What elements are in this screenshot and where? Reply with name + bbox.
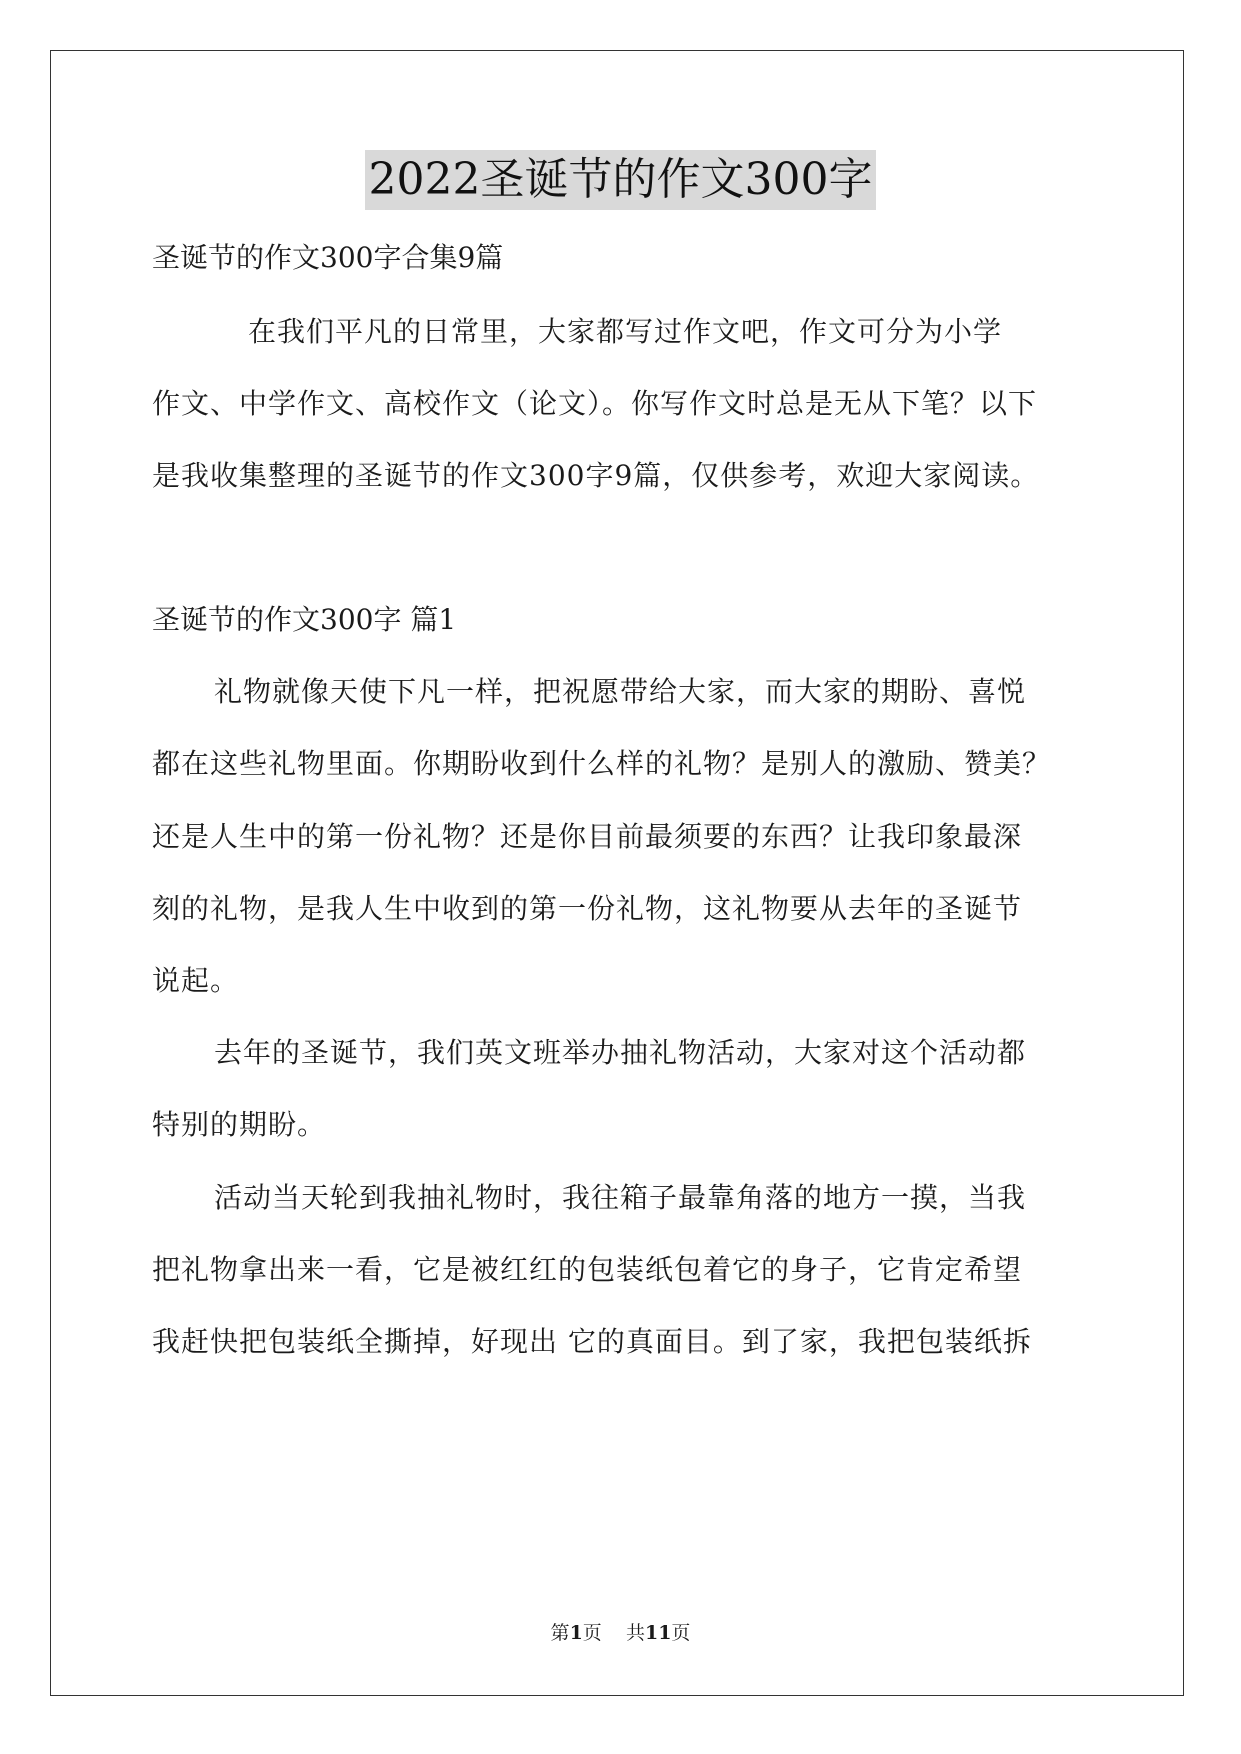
body-line: 还是人生中的第一份礼物？还是你目前最须要的东西？让我印象最深 xyxy=(152,820,1023,853)
body-line: 活动当天轮到我抽礼物时，我往箱子最靠角落的地方一摸，当我 xyxy=(214,1181,1027,1214)
total-page-number: 11 xyxy=(644,1622,672,1644)
section-heading: 圣诞节的作文300字 篇1 xyxy=(152,603,457,636)
footer-suffix: 页 xyxy=(671,1622,691,1644)
title-container xyxy=(0,150,1241,210)
footer-mid: 页 共 xyxy=(582,1622,645,1644)
current-page-number: 1 xyxy=(569,1622,583,1644)
document-subtitle: 圣诞节的作文300字合集9篇 xyxy=(152,241,504,274)
body-line: 特别的期盼。 xyxy=(152,1108,327,1141)
body-line: 都在这些礼物里面。你期盼收到什么样的礼物？是别人的激励、赞美？ xyxy=(152,747,1052,780)
page-border xyxy=(50,50,1184,1696)
footer-prefix: 第 xyxy=(550,1622,570,1644)
body-line: 礼物就像天使下凡一样，把祝愿带给大家，而大家的期盼、喜悦 xyxy=(214,675,1027,708)
body-line: 说起。 xyxy=(152,964,240,997)
intro-line: 作文、中学作文、高校作文（论文）。你写作文时总是无从下笔？以下 xyxy=(152,387,1038,420)
body-line: 去年的圣诞节，我们英文班举办抽礼物活动，大家对这个活动都 xyxy=(214,1036,1027,1069)
body-line: 把礼物拿出来一看，它是被红红的包装纸包着它的身子，它肯定希望 xyxy=(152,1253,1023,1286)
intro-line: 是我收集整理的圣诞节的作文300字9篇，仅供参考，欢迎大家阅读。 xyxy=(152,459,1040,492)
page-footer xyxy=(0,1620,1241,1646)
document-title: 2022圣诞节的作文300字 xyxy=(365,150,877,210)
body-line: 我赶快把包装纸全撕掉，好现出 它的真面目。到了家，我把包装纸拆 xyxy=(152,1325,1032,1358)
intro-line: 在我们平凡的日常里，大家都写过作文吧，作文可分为小学 xyxy=(248,315,1003,348)
body-line: 刻的礼物，是我人生中收到的第一份礼物，这礼物要从去年的圣诞节 xyxy=(152,892,1023,925)
